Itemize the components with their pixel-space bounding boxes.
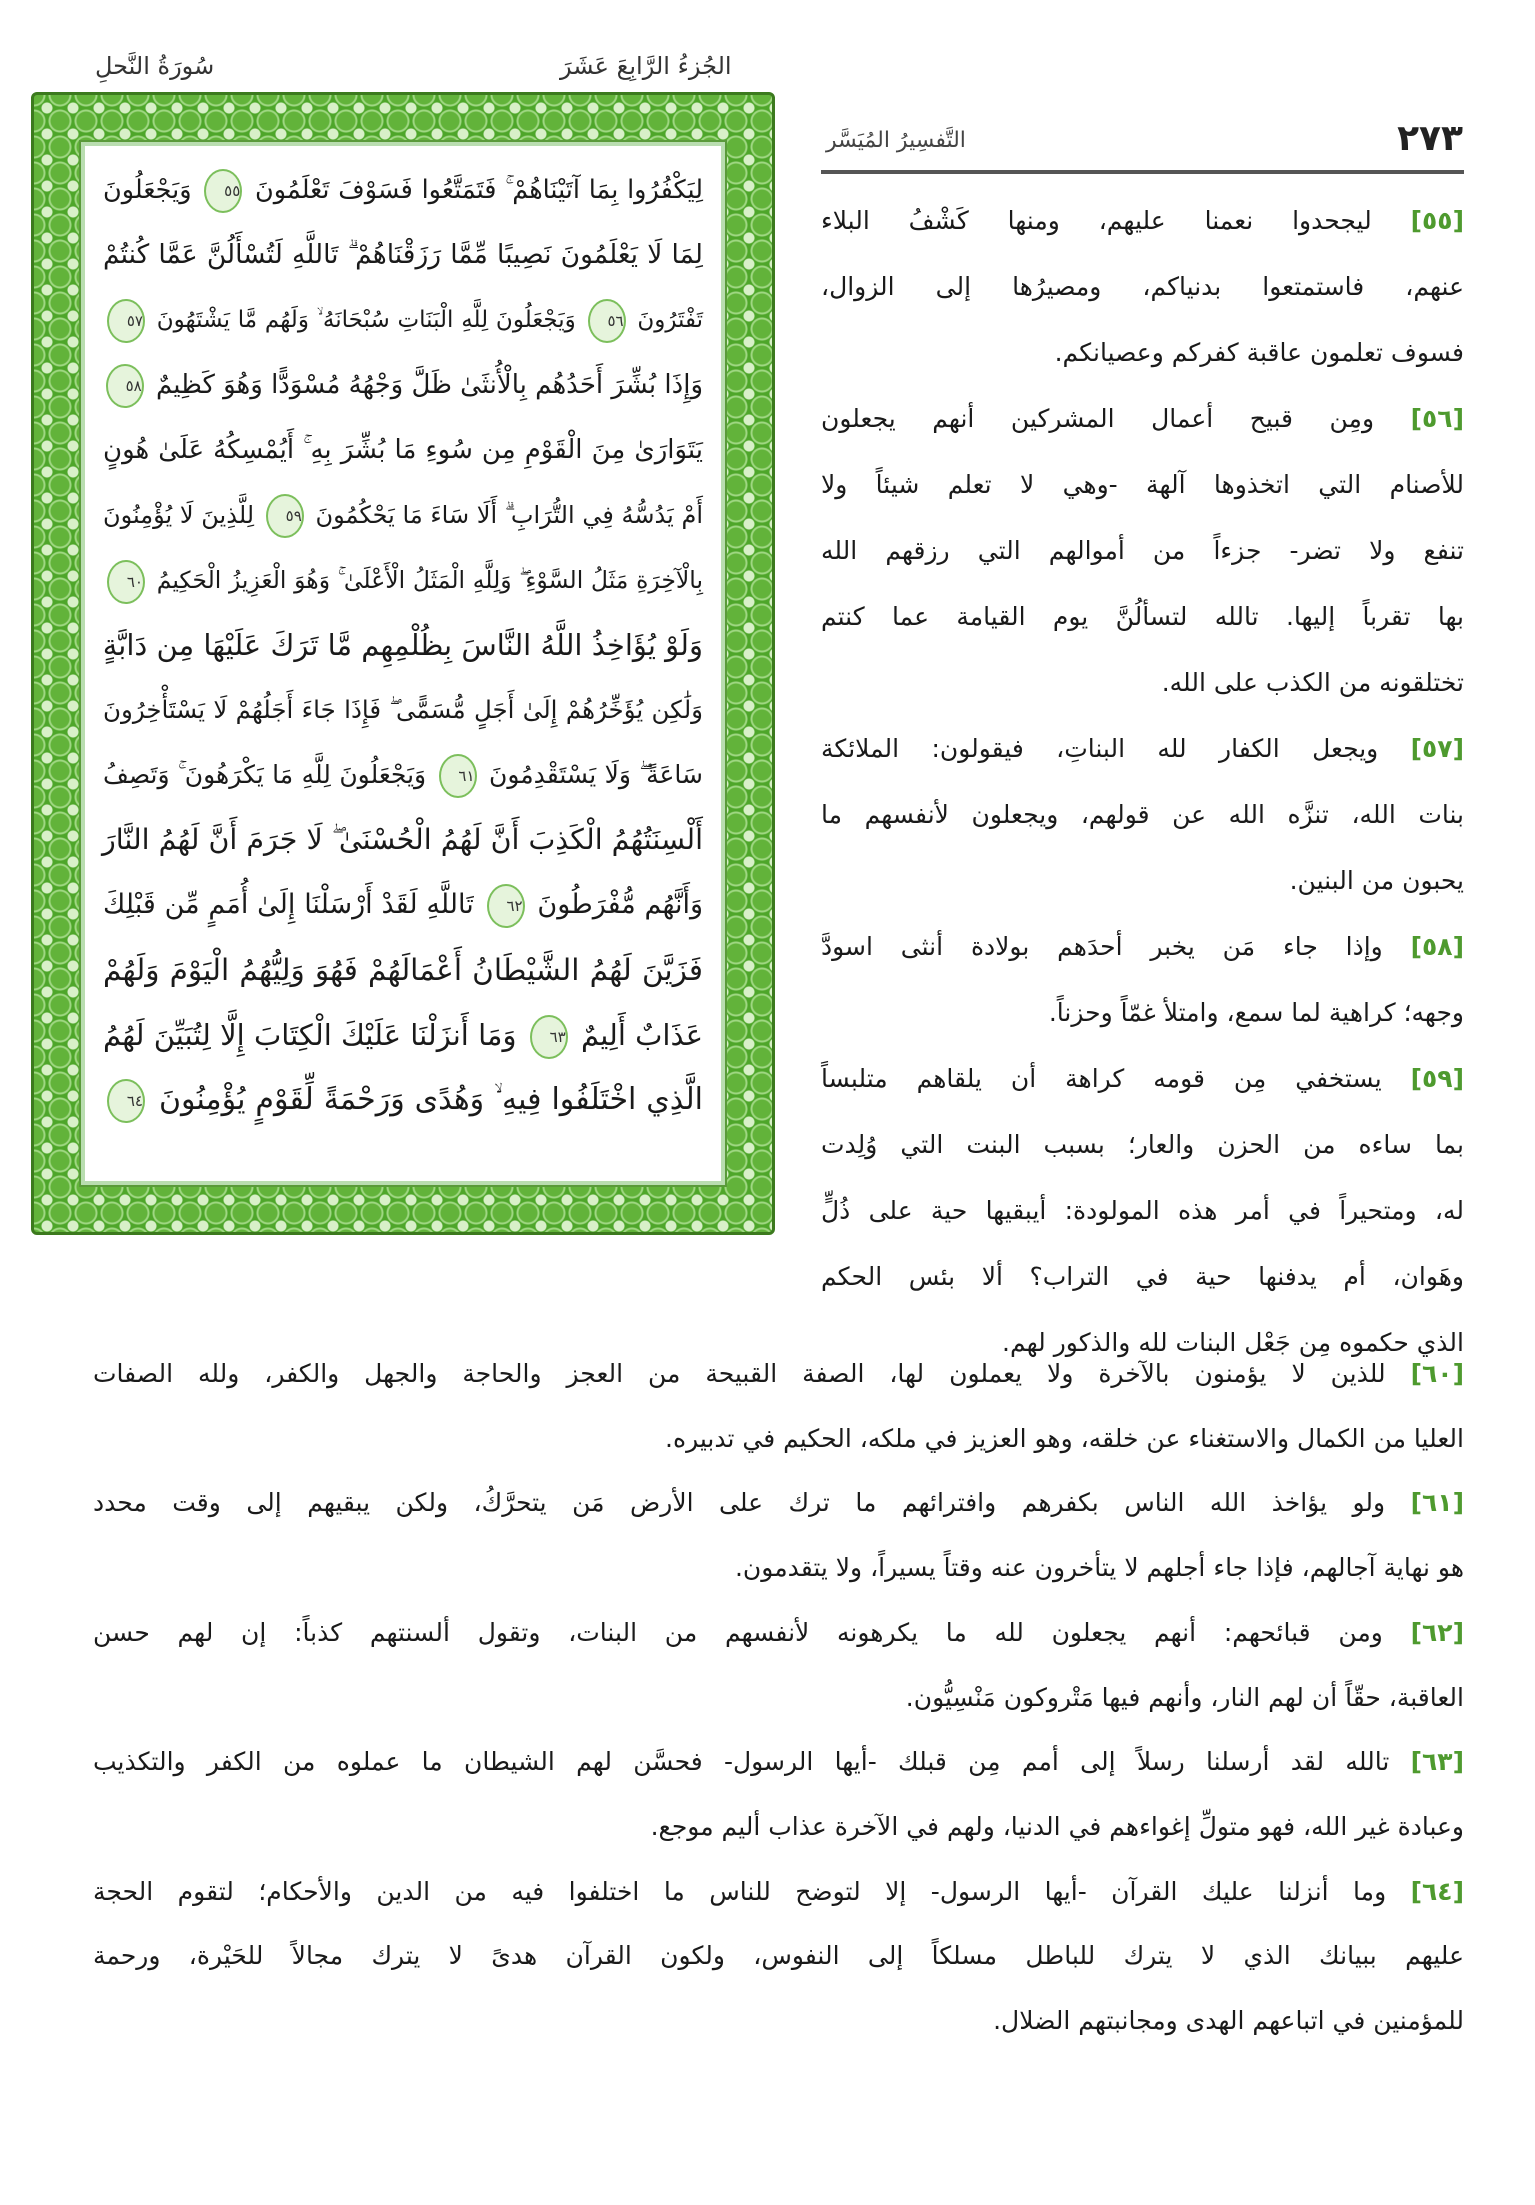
tafsir-line bbox=[821, 785, 1464, 845]
page-number: ٢٧٣ bbox=[1397, 118, 1463, 159]
tafsir-line bbox=[93, 1862, 1464, 1922]
tafsir-text: يستخفي مِن قومه كراهة أن يلقاهم متلبساً bbox=[821, 1064, 1411, 1093]
tafsir-line bbox=[93, 1409, 1464, 1469]
quran-text: أَلْسِنَتُهُمُ الْكَذِبَ أَنَّ لَهُمُ الْحُسْنَىٰ ۖ لَا جَرَمَ أَنَّ لَهُمُ النَّارَ bbox=[101, 823, 703, 856]
verse-reference: [٥٩] bbox=[1410, 1064, 1464, 1093]
quran-text: عَذَابٌ أَلِيمٌ bbox=[580, 1018, 703, 1052]
tafsir-line bbox=[821, 389, 1464, 449]
ayah-number-marker: ٥٥ bbox=[204, 169, 242, 213]
tafsir-text: وجهه؛ كراهية لما سمع، وامتلأ غمّاً وحزناً. bbox=[1048, 998, 1464, 1027]
quran-text: بِالْآخِرَةِ مَثَلُ السَّوْءِ ۖ وَلِلَّهِ الْمَثَلُ الْأَعْلَىٰ ۚ وَهُوَ الْعَزِيزُ الْحَكِيمُ bbox=[156, 566, 703, 594]
tafsir-line bbox=[821, 455, 1464, 515]
tafsir-text: هو نهاية آجالهم، فإذا جاء أجلهم لا يتأخرون عنه وقتاً يسيراً، ولا يتقدمون. bbox=[734, 1553, 1464, 1583]
tafsir-line bbox=[821, 653, 1464, 713]
quran-text: فَزَيَّنَ لَهُمُ الشَّيْطَانُ أَعْمَالَهُمْ فَهُوَ وَلِيُّهُمُ الْيَوْمَ وَلَهُمْ bbox=[103, 953, 703, 987]
tafsir-text: بنات الله، تنزَّه الله عن قولهم، ويجعلون لأنفسهم ما bbox=[821, 800, 1464, 829]
tafsir-line bbox=[821, 521, 1464, 581]
quran-line bbox=[103, 940, 703, 1000]
quran-text: وَأَنَّهُم مُّفْرَطُونَ bbox=[537, 889, 703, 920]
quran-text: وَيَجْعَلُونَ لِلَّهِ الْبَنَاتِ سُبْحَانَهُ ۙ وَلَهُم مَّا يَشْتَهُونَ bbox=[156, 307, 576, 333]
tafsir-line bbox=[93, 1991, 1464, 2051]
header-divider bbox=[821, 170, 1464, 174]
quran-text: سَاعَةً ۖ وَلَا يَسْتَقْدِمُونَ bbox=[488, 760, 703, 789]
tafsir-text: تالله لقد أرسلنا رسلاً إلى أمم مِن قبلك -أيها الرسول- فحسَّن لهم الشيطان ما عملوه من الكفر والتكذيب bbox=[93, 1747, 1411, 1777]
verse-reference: [٥٧] bbox=[1410, 734, 1464, 763]
tafsir-text: تختلقونه من الكذب على الله. bbox=[1161, 668, 1464, 697]
tafsir-line bbox=[93, 1668, 1464, 1728]
ayah-number-marker: ٥٩ bbox=[266, 494, 304, 538]
quran-line bbox=[103, 420, 703, 480]
tafsir-text: ومِن قبيح أعمال المشركين أنهم يجعلون bbox=[821, 404, 1411, 433]
quran-text: يَتَوَارَىٰ مِنَ الْقَوْمِ مِن سُوءِ مَا بُشِّرَ بِهِ ۚ أَيُمْسِكُهُ عَلَىٰ هُونٍ bbox=[103, 435, 703, 465]
quran-line bbox=[103, 745, 703, 805]
tafsir-text: ويجعل الكفار لله البناتِ، فيقولون: الملائكة bbox=[821, 734, 1411, 763]
quran-text: لِيَكْفُرُوا بِمَا آتَيْنَاهُمْ ۚ فَتَمَتَّعُوا فَسَوْفَ تَعْلَمُونَ bbox=[255, 175, 704, 205]
verse-reference: [٦٣] bbox=[1410, 1747, 1464, 1777]
ayah-number-marker: ٦٠ bbox=[107, 560, 145, 604]
verse-reference: [٥٥] bbox=[1410, 206, 1464, 235]
quran-text: لِمَا لَا يَعْلَمُونَ نَصِيبًا مِّمَّا رَزَقْنَاهُمْ ۗ تَاللَّهِ لَتُسْأَلُنَّ عَمَّا كُنتُمْ bbox=[103, 239, 703, 270]
verse-reference: [٦٢] bbox=[1410, 1617, 1464, 1647]
tafsir-line bbox=[93, 1344, 1464, 1404]
tafsir-line bbox=[821, 257, 1464, 317]
tafsir-line bbox=[821, 983, 1464, 1043]
quran-line bbox=[103, 1070, 703, 1130]
quran-line bbox=[103, 485, 703, 545]
quran-line bbox=[103, 160, 703, 220]
tafsir-text: ليجحدوا نعمنا عليهم، ومنها كَشْفُ البلاء bbox=[821, 206, 1411, 235]
verse-reference: [٦١] bbox=[1410, 1488, 1464, 1518]
quran-text: تَاللَّهِ لَقَدْ أَرْسَلْنَا إِلَىٰ أُمَمٍ مِّن قَبْلِكَ bbox=[103, 889, 474, 920]
quran-text: تَفْتَرُونَ bbox=[637, 307, 704, 333]
quran-line bbox=[103, 355, 703, 415]
quran-line bbox=[103, 225, 703, 285]
tafsir-text: العليا من الكمال والاستغناء عن خلقه، وهو العزيز في ملكه، الحكيم في تدبيره. bbox=[665, 1423, 1464, 1453]
tafsir-text: فسوف تعلمون عاقبة كفركم وعصيانكم. bbox=[1054, 338, 1464, 367]
verse-reference: [٦٤] bbox=[1410, 1876, 1464, 1906]
tafsir-line bbox=[821, 191, 1464, 251]
ayah-number-marker: ٦٤ bbox=[107, 1079, 145, 1123]
tafsir-text: للذين لا يؤمنون بالآخرة ولا يعملون لها، الصفة القبيحة من العجز والحاجة والجهل والكفر، ولله الصفات bbox=[93, 1359, 1411, 1388]
tafsir-text: ولو يؤاخذ الله الناس بكفرهم وافترائهم ما ترك على الأرض مَن يتحرَّكُ، ولكن يبقيهم إلى وقت محدد bbox=[93, 1488, 1411, 1518]
tafsir-text: تنفع ولا تضر- جزءاً من أموالهم التي رزقهم الله bbox=[821, 536, 1464, 565]
ayah-number-marker: ٥٨ bbox=[106, 364, 144, 408]
tafsir-text: وهَوان، أم يدفنها حية في التراب؟ ألا بئس الحكم bbox=[821, 1262, 1464, 1291]
tafsir-line bbox=[93, 1732, 1464, 1792]
ayah-number-marker: ٥٦ bbox=[588, 299, 626, 343]
tafsir-text: وإذا جاء مَن يخبر أحدَهم بولادة أنثى اسودَّ bbox=[821, 932, 1411, 961]
tafsir-text: للأصنام التي اتخذوها آلهة -وهي لا تعلم شيئاً ولا bbox=[821, 470, 1464, 499]
quran-line bbox=[103, 615, 703, 675]
ayah-number-marker: ٦٣ bbox=[530, 1015, 568, 1059]
tafsir-line bbox=[821, 587, 1464, 647]
quran-line bbox=[103, 875, 703, 935]
quran-text: وَيَجْعَلُونَ لِلَّهِ مَا يَكْرَهُونَ ۚ وَتَصِفُ bbox=[103, 760, 427, 789]
quran-line bbox=[103, 680, 703, 740]
book-title: التَّفسِيرُ المُيَسَّر bbox=[826, 128, 966, 153]
quran-text: أَمْ يَدُسُّهُ فِي التُّرَابِ ۗ أَلَا سَاءَ مَا يَحْكُمُونَ bbox=[315, 501, 703, 529]
tafsir-line bbox=[821, 1115, 1464, 1175]
quran-line bbox=[103, 810, 703, 870]
tafsir-line bbox=[821, 851, 1464, 911]
quran-text: وَإِذَا بُشِّرَ أَحَدُهُم بِالْأُنثَىٰ ظَلَّ وَجْهُهُ مُسْوَدًّا وَهُوَ كَظِيمٌ bbox=[155, 370, 703, 400]
tafsir-text: للمؤمنين في اتباعهم الهدى ومجانبتهم الضلال. bbox=[993, 2006, 1464, 2035]
tafsir-line bbox=[821, 719, 1464, 779]
tafsir-text: يحبون من البنين. bbox=[1289, 866, 1464, 895]
verse-reference: [٥٦] bbox=[1410, 404, 1464, 433]
quran-text: وَيَجْعَلُونَ bbox=[103, 175, 192, 205]
tafsir-text: العاقبة، حقّاً أن لهم النار، وأنهم فيها مَتْروكون مَنْسِيُّون. bbox=[905, 1682, 1464, 1712]
tafsir-text: وما أنزلنا عليك القرآن -أيها الرسول- إلا لتوضح للناس ما اختلفوا فيه من الدين والأحكام؛ لتقوم الحجة bbox=[93, 1876, 1411, 1906]
tafsir-line bbox=[93, 1797, 1464, 1857]
tafsir-text: عليهم ببيانك الذي لا يترك للباطل مسلكاً إلى النفوس، ولكون القرآن هدىً لا يترك مجالاً للحَيْرة، ورحمة bbox=[93, 1941, 1464, 1971]
surah-title: سُورَةُ النَّحلِ bbox=[95, 52, 215, 80]
quran-line bbox=[103, 290, 703, 350]
tafsir-line bbox=[93, 1473, 1464, 1533]
tafsir-line bbox=[821, 323, 1464, 383]
tafsir-line bbox=[821, 1049, 1464, 1109]
quran-ornamental-frame bbox=[31, 92, 775, 1235]
juz-title: الجُزءُ الرَّابِعَ عَشَرَ bbox=[560, 52, 732, 80]
quran-text: وَمَا أَنزَلْنَا عَلَيْكَ الْكِتَابَ إِلَّا لِتُبَيِّنَ لَهُمُ bbox=[103, 1018, 517, 1052]
tafsir-line bbox=[93, 1603, 1464, 1663]
verse-reference: [٥٨] bbox=[1410, 932, 1464, 961]
ayah-number-marker: ٦٢ bbox=[487, 884, 525, 928]
tafsir-line bbox=[821, 917, 1464, 977]
quran-line bbox=[103, 1005, 703, 1065]
tafsir-text: عنهم، فاستمتعوا بدنياكم، ومصيرُها إلى الزوال، bbox=[821, 272, 1464, 301]
tafsir-text: بها تقرباً إليها. تالله لتسألُنَّ يوم القيامة عما كنتم bbox=[821, 602, 1464, 631]
quran-line bbox=[103, 550, 703, 610]
quran-text: وَلَٰكِن يُؤَخِّرُهُمْ إِلَىٰ أَجَلٍ مُّسَمًّى ۖ فَإِذَا جَاءَ أَجَلُهُمْ لَا يَسْتَأْخِرُونَ bbox=[103, 695, 703, 724]
tafsir-text: بما ساءه من الحزن والعار؛ بسبب البنت التي وُلِدت bbox=[821, 1130, 1464, 1159]
tafsir-line bbox=[821, 1247, 1464, 1307]
tafsir-text: له، ومتحيراً في أمر هذه المولودة: أيبقيها حية على ذُلٍّ bbox=[821, 1196, 1464, 1225]
quran-text: وَلَوْ يُؤَاخِذُ اللَّهُ النَّاسَ بِظُلْمِهِم مَّا تَرَكَ عَلَيْهَا مِن دَابَّةٍ bbox=[102, 628, 703, 662]
tafsir-line bbox=[821, 1181, 1464, 1241]
tafsir-line bbox=[93, 1926, 1464, 1986]
quran-text-panel bbox=[81, 142, 725, 1185]
verse-reference: [٦٠] bbox=[1410, 1359, 1464, 1388]
tafsir-text: الذي حكموه مِن جَعْل البنات لله والذكور لهم. bbox=[1002, 1328, 1464, 1357]
ayah-number-marker: ٥٧ bbox=[107, 299, 145, 343]
ayah-number-marker: ٦١ bbox=[439, 754, 477, 798]
tafsir-line bbox=[93, 1538, 1464, 1598]
tafsir-text: وعبادة غير الله، فهو متولِّ إغواءهم في الدنيا، ولهم في الآخرة عذاب أليم موجع. bbox=[650, 1811, 1464, 1841]
tafsir-text: ومن قبائحهم: أنهم يجعلون لله ما يكرهونه لأنفسهم من البنات، وتقول ألسنتهم كذباً: إن لهم حسن bbox=[93, 1617, 1411, 1647]
quran-text: لِلَّذِينَ لَا يُؤْمِنُونَ bbox=[103, 501, 255, 529]
quran-text: الَّذِي اخْتَلَفُوا فِيهِ ۙ وَهُدًى وَرَحْمَةً لِّقَوْمٍ يُؤْمِنُونَ bbox=[158, 1082, 703, 1117]
